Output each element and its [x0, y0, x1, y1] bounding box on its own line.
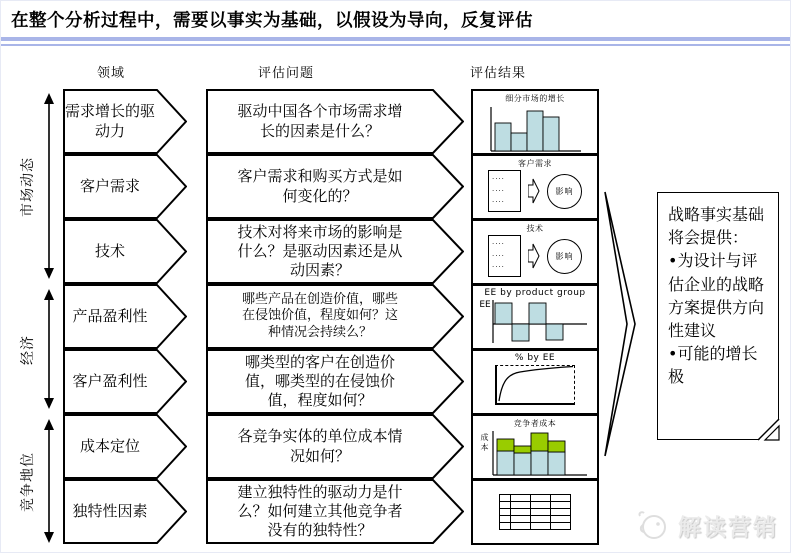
data-table — [499, 494, 571, 530]
domain-label: 需求增长的驱动力 — [64, 102, 155, 140]
domain-label: 客户需求 — [79, 176, 140, 195]
customer-demand-flow-diagram — [473, 170, 597, 212]
question-label: 哪些产品在创造价值，哪些在侵蚀价值，程度如何？这种情况会持续么？ — [241, 291, 398, 340]
domain-label: 产品盈利性 — [72, 306, 148, 325]
double-arrow-icon — [42, 419, 56, 543]
result-box-competitor-cost — [471, 414, 599, 480]
domain-box — [63, 414, 187, 479]
thumb-title: 细分市场的增长 — [505, 94, 565, 103]
cumulative-curve-chart — [495, 365, 575, 405]
question-label: 驱动中国各个市场需求增长的因素是什么？ — [237, 102, 403, 140]
list-box: ···· ···· ···· — [488, 170, 521, 212]
conclusion-line: •为设计与评估企业的战略方案提供方向性建议 — [668, 251, 765, 340]
y-axis-label: 成本 — [480, 433, 489, 452]
right-arrow-icon — [528, 243, 540, 269]
y-axis-label: EE — [479, 300, 491, 310]
title-divider — [1, 37, 791, 41]
segment-growth-bar-chart — [483, 104, 587, 154]
thumb-title: 竞争者成本 — [513, 419, 557, 428]
result-box-technology — [471, 219, 599, 285]
ee-posneg-bar-chart — [491, 299, 591, 345]
impact-circle: 影响 — [547, 239, 582, 274]
question-box — [206, 219, 464, 284]
thumb-title: 客户需求 — [518, 159, 552, 168]
double-arrow-icon — [42, 289, 56, 409]
question-box — [206, 479, 464, 544]
thumb-title: EE by product group — [484, 288, 586, 298]
domain-box — [63, 349, 187, 414]
column-header-result: 评估结果 — [469, 66, 526, 81]
question-box — [206, 154, 464, 219]
thumb-title: % by EE — [514, 353, 556, 363]
group-label-economics: 经济 — [20, 335, 36, 365]
column-header-question: 评估问题 — [257, 66, 314, 81]
domain-label: 技术 — [94, 241, 125, 260]
question-label: 哪类型的客户在创造价值，哪类型的在侵蚀价值，程度如何？ — [244, 352, 395, 410]
domain-box — [63, 154, 187, 219]
speech-bubble-icon — [634, 508, 672, 542]
question-label: 建立独特性的驱动力是什么？如何建立其他竞争者没有的独特性？ — [237, 482, 403, 540]
technology-flow-diagram — [473, 235, 597, 277]
result-box-ee-by-product — [471, 284, 599, 350]
domain-label: 客户盈利性 — [72, 371, 148, 390]
list-box: ···· ···· ···· — [488, 235, 521, 277]
group-label-market-dynamics: 市场动态 — [20, 157, 36, 217]
conclusion-line: 战略事实基础 — [668, 205, 765, 224]
big-chevron-arrow — [603, 191, 639, 457]
result-box-customer-demand — [471, 154, 599, 220]
column-header-domain: 领域 — [96, 66, 125, 81]
page-title: 在整个分析过程中，需要以事实为基础，以假设为导向，反复评估 — [11, 11, 533, 31]
conclusion-line: 将会提供： — [668, 228, 749, 248]
right-arrow-icon — [528, 178, 540, 204]
question-box — [206, 89, 464, 154]
result-box-pct-by-ee — [471, 349, 599, 415]
question-box — [206, 414, 464, 479]
watermark-text: 解读营销 — [678, 514, 778, 541]
conclusion-line: •可能的增长极 — [668, 344, 758, 387]
domain-box — [63, 284, 187, 349]
domain-label: 成本定位 — [79, 436, 140, 455]
domain-box — [63, 89, 187, 154]
result-box-segment-growth — [471, 89, 599, 155]
result-box-data-table — [471, 479, 599, 545]
question-box — [206, 284, 464, 349]
thumb-title: 技术 — [526, 224, 544, 233]
question-box — [206, 349, 464, 414]
double-arrow-icon — [42, 93, 56, 279]
folded-corner-icon — [758, 419, 780, 441]
question-label: 各竞争实体的单位成本情况如何？ — [237, 427, 403, 465]
impact-circle: 影响 — [547, 174, 582, 209]
watermark — [634, 508, 778, 542]
question-label: 客户需求和购买方式是如何变化的？ — [237, 167, 403, 205]
domain-label: 独特性因素 — [72, 501, 148, 520]
competitor-cost-stacked-chart — [490, 429, 590, 477]
question-label: 技术对将来市场的影响是什么？是驱动因素还是从动因素？ — [237, 222, 403, 280]
domain-box — [63, 479, 187, 544]
title-divider-thin — [1, 44, 791, 46]
conclusion-note — [657, 192, 779, 440]
domain-box — [63, 219, 187, 284]
group-label-competitive-position: 竞争地位 — [20, 452, 36, 512]
